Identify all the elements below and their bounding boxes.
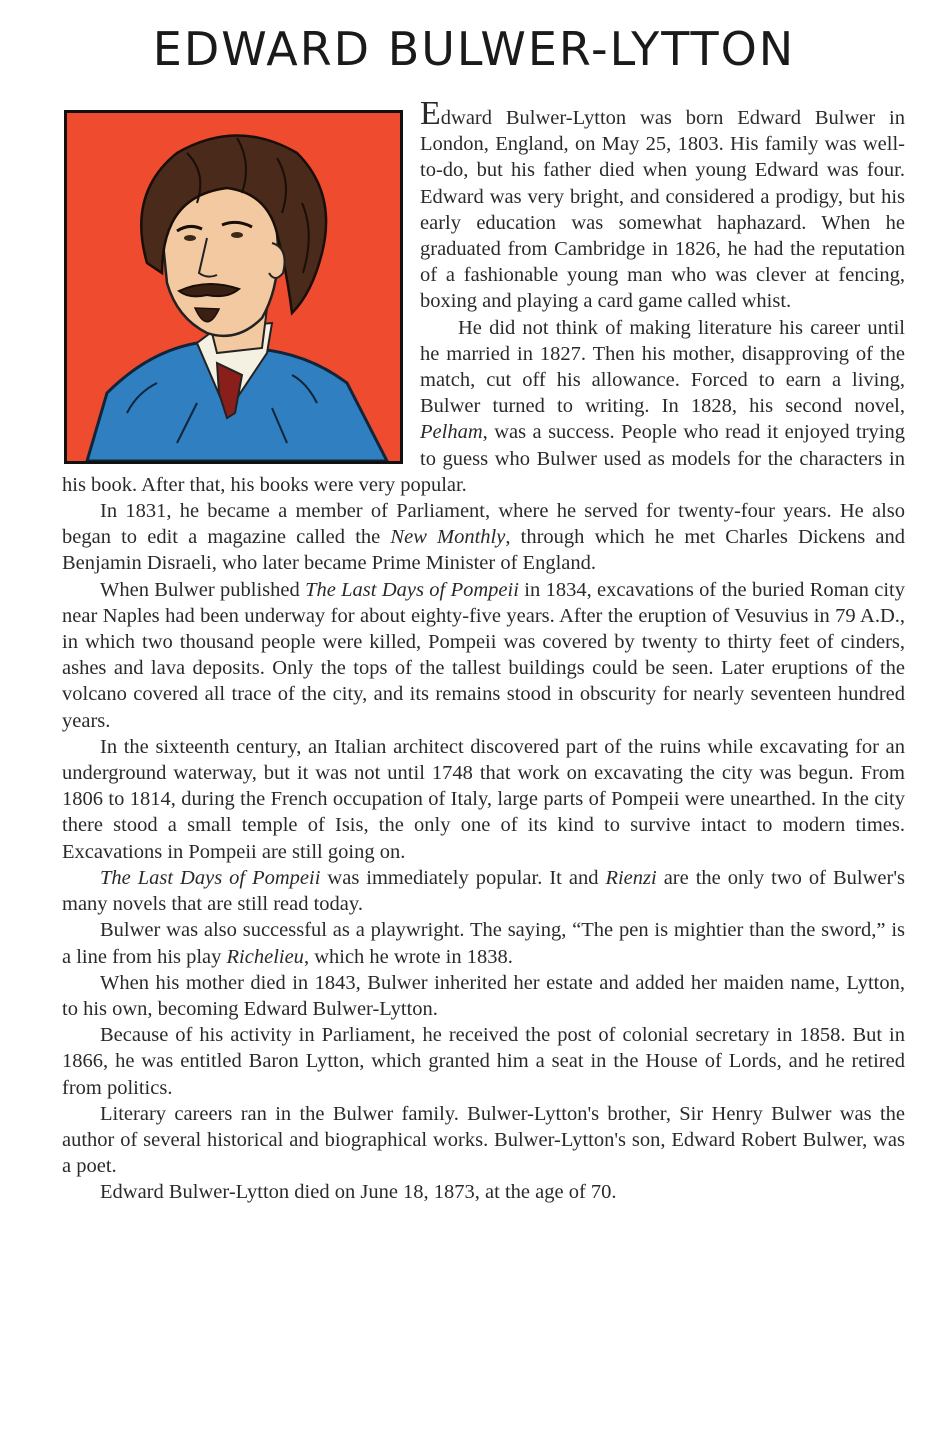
paragraph-text: Bulwer was also successful as a playwright. The saying, “The pen is mightier than the sword,” is a line from his play [62,919,905,968]
paragraph-3 [62,498,905,577]
paragraph-text: In the sixteenth century, an Italian architect discovered part of the ruins while excavating for an underground waterway, but it was not until 1748 that work on excavating the city was begun. From 1806 to 1814, during the French occupation of Italy, large parts of Pompeii were unearthed. In the city there stood a small temple of Isis, the only one of its kind to survive intact to modern times. Excavations in Pompeii are still going on. [62,735,905,863]
paragraph-4 [62,577,905,734]
paragraph-11 [62,1179,905,1205]
book-title: Rienzi [605,866,657,889]
paragraph-text: Literary careers ran in the Bulwer family. Bulwer-Lytton's brother, Sir Henry Bulwer was the author of several historical and biographical works. Bulwer-Lytton's son, Edward Robert Bulwer, was a poet. [62,1102,905,1178]
paragraph-8 [62,970,905,1022]
paragraph-text: are the only two of Bulwer's many novels that are still read today. [62,866,905,916]
paragraph-5 [62,734,905,865]
paragraph-10 [62,1101,905,1180]
paragraph-text: dward Bulwer-Lytton was born Edward Bulwer in London, England, on May 25, 1803. His family was well-to-do, but his father died when young Edward was four. Edward was very bright, and considered a prodigy, but his early education was somewhat haphazard. When he graduated from Cambridge in 1826, he had the reputation of a fashionable young man who was clever at fencing, boxing and playing a card game called whist. [420,107,905,313]
article-body [62,95,906,1206]
paragraph-text: When Bulwer published [100,578,306,601]
drop-cap: E [420,95,441,132]
page-title: EDWARD BULWER-LYTTON [152,22,796,76]
paragraph-text: He did not think of making literature his career until he married in 1827. Then his mother, disapproving of the match, cut off his allowance. Forced to earn a living, Bulwer turned to writing. In 1828, his second novel, [420,316,905,418]
paragraph-9 [62,1022,905,1101]
paragraph-text: was immediately popular. It and [320,866,606,889]
paragraph-text: Because of his activity in Parliament, he received the post of colonial secretary in 1858. But in 1866, he was entitled Baron Lytton, which granted him a seat in the House of Lords, and he retired from politics. [62,1024,905,1099]
paragraph-text: In 1831, he became a member of Parliament, where he served for twenty-four years. He also began to edit a magazine called the [62,500,905,549]
paragraph-text: Edward Bulwer-Lytton died on June 18, 1873, at the age of 70. [100,1181,617,1204]
play-title: Richelieu [226,945,304,968]
book-title: Pelham [420,421,483,444]
book-title: The Last Days of Pompeii [100,866,321,889]
paragraph-text: , which he wrote in 1838. [303,945,513,968]
paragraph-text: , through which he met Charles Dickens and Benjamin Disraeli, who later became Prime Minister of England. [62,526,905,575]
paragraph-6 [62,865,905,917]
paragraph-text: in 1834, excavations of the buried Roman city near Naples had been underway for about eighty-five years. After the eruption of Vesuvius in 79 A.D., in which two thousand people were killed, Pompeii was covered by twenty to thirty feet of cinders, ashes and lava deposits. Only the tops of the tallest buildings could be seen. Later eruptions of the volcano covered all trace of the city, and its remains stood in obscurity for nearly seventeen hundred years. [62,578,906,732]
paragraph-text: When his mother died in 1843, Bulwer inherited her estate and added her maiden name, Lytton, to his own, becoming Edward Bulwer-Lytton. [62,971,905,1020]
paragraph-text: , was a success. People who read it enjoyed trying to guess who Bulwer used as models for the characters in his book. After that, his books were very popular. [62,421,905,496]
magazine-title: New Monthly [390,526,506,549]
book-title: The Last Days of Pompeii [305,578,519,601]
portrait-spacer [62,104,420,460]
paragraph-7 [62,917,905,969]
